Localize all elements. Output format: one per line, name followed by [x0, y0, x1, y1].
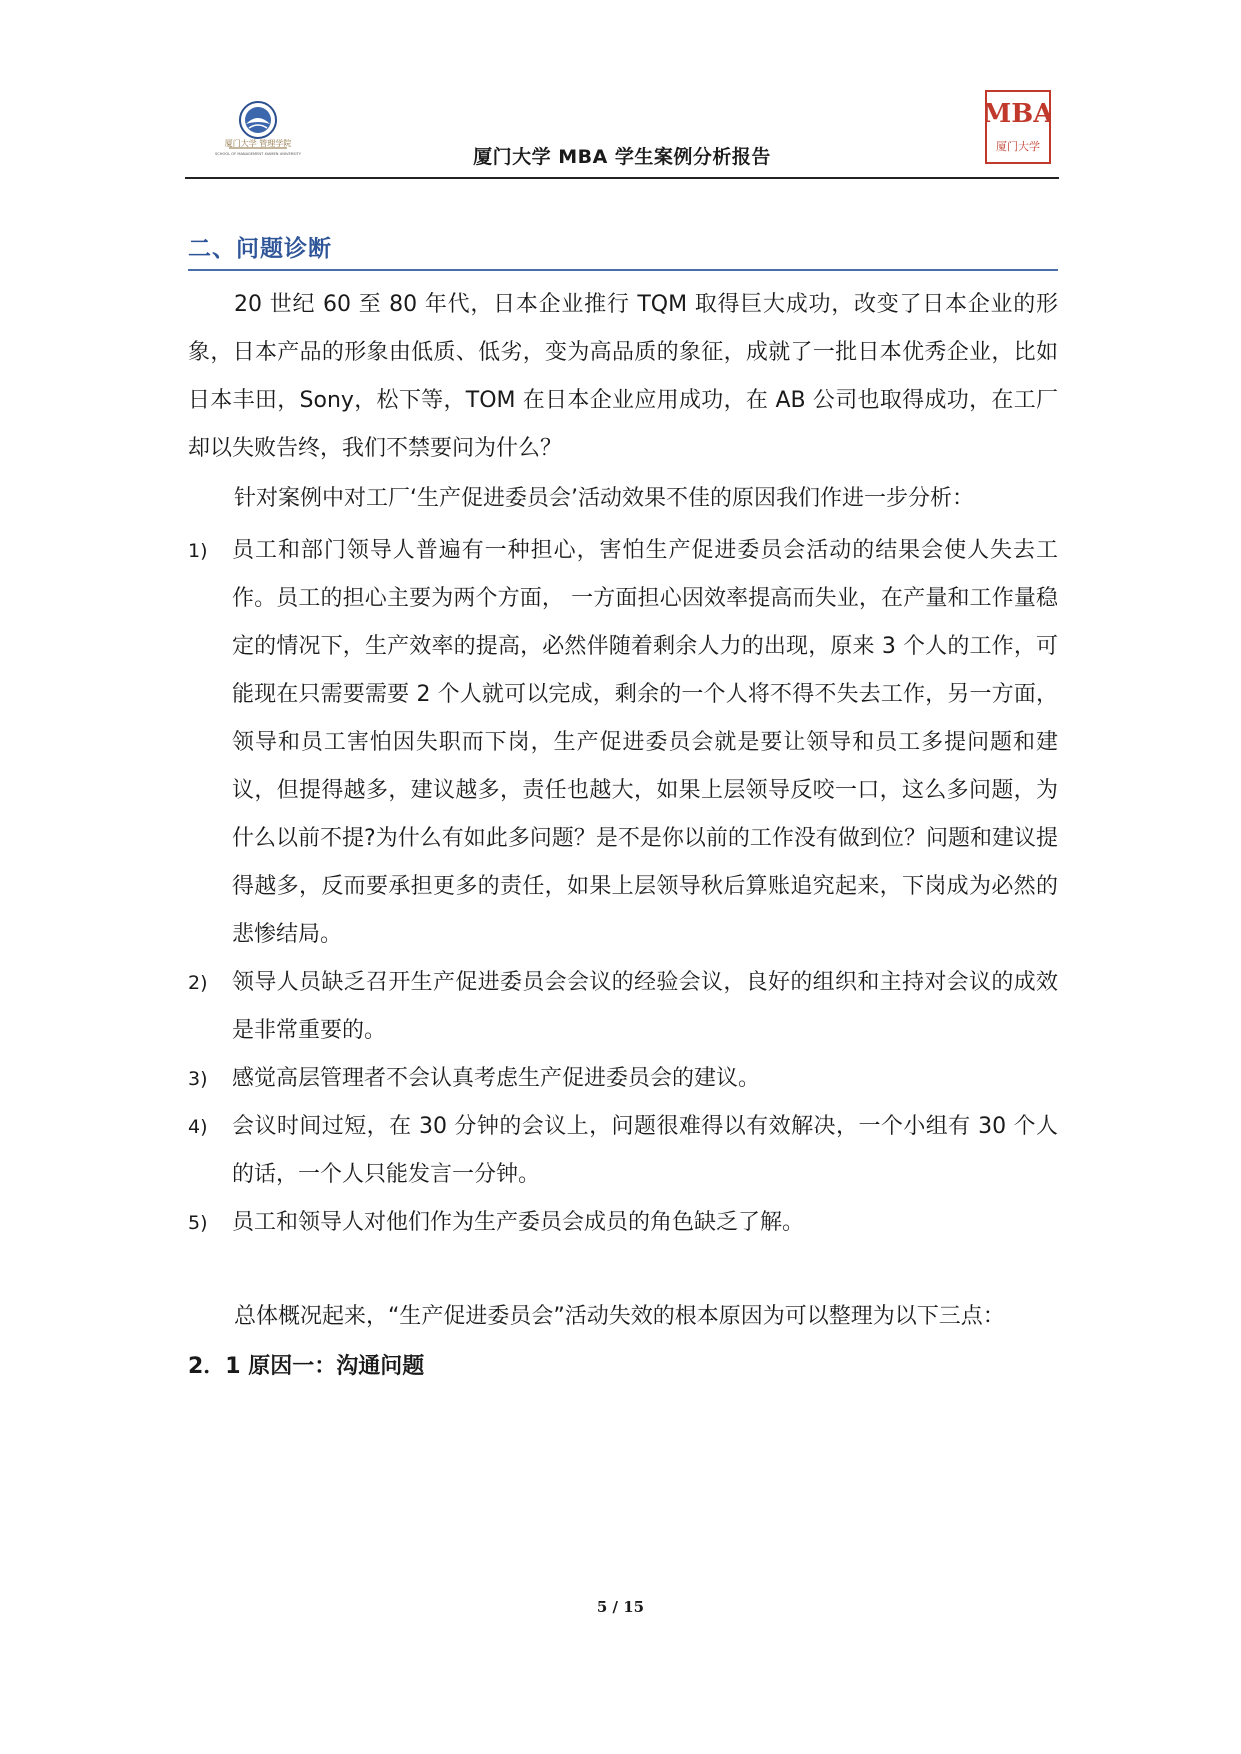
list-item [188, 1055, 1058, 1103]
list-item-number: 5) [188, 1212, 208, 1234]
list-item-text: 感觉高层管理者不会认真考虑生产促进委员会的建议。 [232, 1066, 761, 1091]
spacer [188, 1247, 1058, 1293]
mba-logo-text: MBA [985, 99, 1051, 129]
cause-list [188, 527, 1058, 1247]
list-item [188, 1199, 1058, 1247]
list-item-number: 1) [188, 540, 208, 562]
list-item-number: 3) [188, 1068, 208, 1090]
list-item-number: 2) [188, 972, 208, 994]
mba-logo-subtext: 厦门大学 [996, 140, 1040, 153]
page-body [188, 230, 1058, 1387]
page-header [185, 80, 1059, 179]
list-item-text: 会议时间过短，在 30 分钟的会议上，问题很难得以有效解决，一个小组有 30 个人的话，一个人只能发言一分钟。 [232, 1114, 1058, 1187]
page-number: 5 / 15 [596, 1598, 645, 1616]
list-item-text: 领导人员缺乏召开生产促进委员会会议的经验会议，良好的组织和主持对会议的成效是非常重要的。 [232, 970, 1058, 1043]
list-item [188, 959, 1058, 1055]
summary-paragraph: 总体概况起来，“生产促进委员会”活动失效的根本原因为可以整理为以下三点： [234, 1304, 1005, 1329]
list-item [188, 1103, 1058, 1199]
report-title: 厦门大学 MBA 学生案例分析报告 [473, 146, 771, 168]
list-item-text: 员工和部门领导人普遍有一种担心，害怕生产促进委员会活动的结果会使人失去工作。员工的担心主要为两个方面， 一方面担心因效率提高而失业，在产量和工作量稳定的情况下，生产效率的提高，必然伴随着剩余人力的出现，原来 3 个人的工作，可能现在只需要需要 2 个人就可以完成，剩余的一个人将不得不失去工作，另一方面，领导和员工害怕因失职而下岗，生产促进委员会就是要让领导和员工多提问题和建议，但提得越多，建议越多，责任也越大，如果上层领导反咬一口，这么多问题，为什么以前不提?为什么有如此多问题？是不是你以前的工作没有做到位？问题和建议提得越多，反而要承担更多的责任，如果上层领导秋后算账追究起来，下岗成为必然的悲惨结局。 [232, 538, 1058, 947]
school-logo-subtext: SCHOOL OF MANAGEMENT XIAMEN UNIVERSITY [215, 152, 301, 156]
intro-paragraph: 20 世纪 60 至 80 年代，日本企业推行 TQM 取得巨大成功，改变了日本企业的形象，日本产品的形象由低质、低劣，变为高品质的象征，成就了一批日本优秀企业，比如日本丰田，Sony，松下等，TOM 在日本企业应用成功，在 AB 公司也取得成功，在工厂却以失败告终，我们不禁要问为什么？ [188, 292, 1058, 461]
section-heading: 二、问题诊断 [188, 230, 1058, 271]
school-logo-text: 厦门大学 管理学院 [224, 139, 292, 148]
analysis-lead-paragraph: 针对案例中对工厂‘生产促进委员会’活动效果不佳的原因我们作进一步分析： [234, 486, 974, 511]
list-item [188, 527, 1058, 959]
sub-heading: 2．1 原因一：沟通问题 [188, 1354, 425, 1379]
list-item-number: 4) [188, 1116, 208, 1138]
list-item-text: 员工和领导人对他们作为生产委员会成员的角色缺乏了解。 [232, 1210, 805, 1235]
